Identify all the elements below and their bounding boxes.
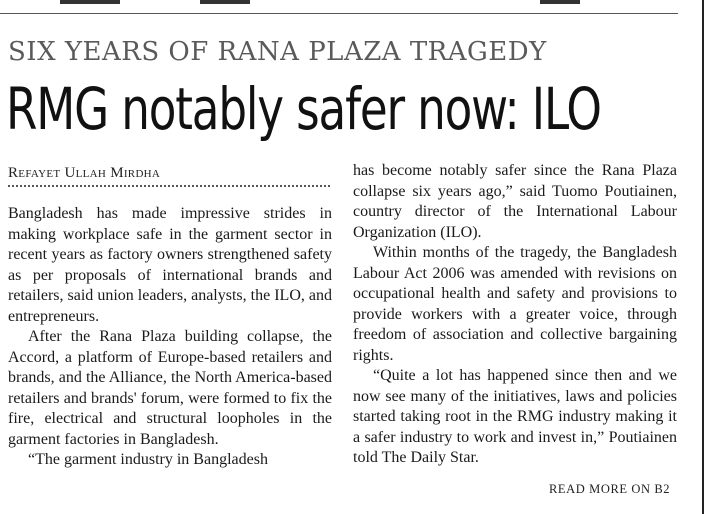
clipped-text-top-left xyxy=(60,0,120,4)
clipped-text-top-right xyxy=(540,0,580,4)
byline: Refayet Ullah Mirdha xyxy=(8,165,161,181)
paragraph: “The garment industry in Bangladesh xyxy=(28,451,268,468)
paragraph: “Quite a lot has happened since then and we now see many of the initiatives, laws and policies started taking root in the RMG industry making it a safer industry to work and invest in,” Poutiainen told The Daily Star. xyxy=(353,367,677,466)
article-column-2 xyxy=(353,161,677,469)
paragraph: Within months of the tragedy, the Bangladesh Labour Act 2006 was amended with revisions on occupational health and safety and provisions to provide workers with a greater voice, through freedom of association and collective bargaining rights. xyxy=(353,244,677,364)
top-rule xyxy=(0,13,678,14)
kicker: SIX YEARS OF RANA PLAZA TRAGEDY xyxy=(8,37,547,67)
right-page-border xyxy=(702,0,704,514)
paragraph: After the Rana Plaza building collapse, the Accord, a platform of Europe-based retailers and brands, and the Alliance, the North America-based retailers and brands' forum, were formed to fix the fire, electrical and structural loopholes in the garment factories in Bangladesh. xyxy=(8,328,332,448)
byline-dotted-rule xyxy=(8,185,330,187)
paragraph: has become notably safer since the Rana Plaza collapse six years ago,” said Tuomo Poutiainen, country director of the International Labour Organization (ILO). xyxy=(353,162,677,241)
read-more-link[interactable]: READ MORE ON B2 xyxy=(549,482,671,496)
article-column-1 xyxy=(8,204,332,471)
headline: RMG notably safer now: ILO xyxy=(6,75,601,143)
clipped-text-top-mid xyxy=(200,0,250,4)
paragraph: Bangladesh has made impressive strides in making workplace safe in the garment sector in recent years as factory owners strengthened safety as per proposals of international brands and retailers, said union leaders, analysts, the ILO, and entrepreneurs. xyxy=(8,205,332,325)
